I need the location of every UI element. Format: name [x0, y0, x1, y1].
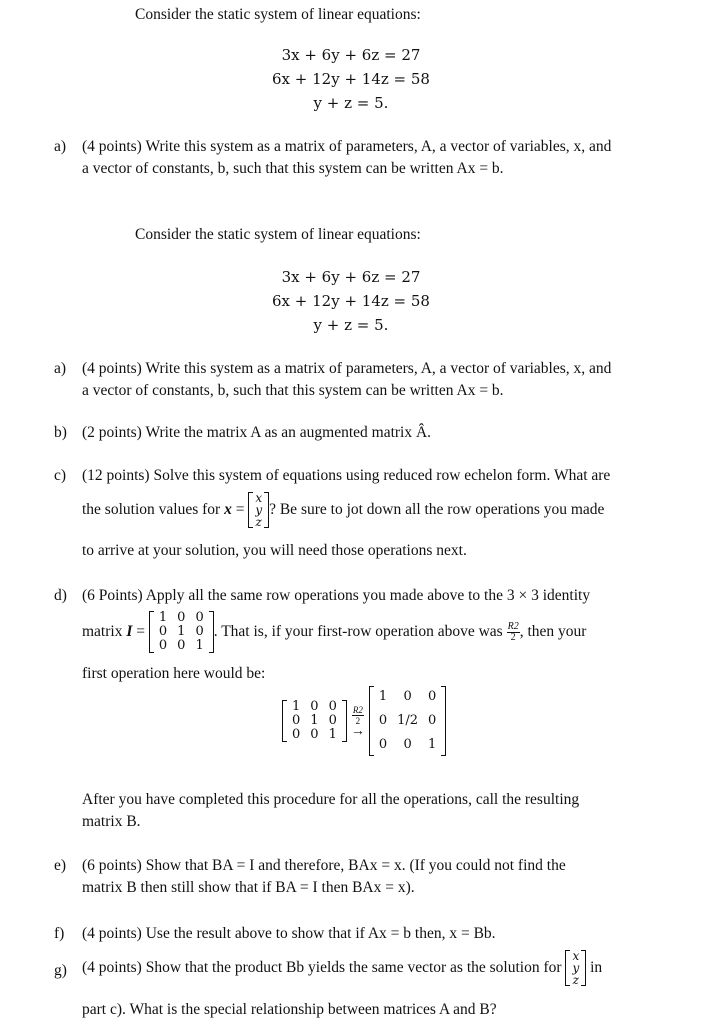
- part-b-text: (2 points) Write the matrix A as an augmented matrix Â.: [82, 424, 432, 441]
- matrix-cell: 0: [292, 727, 301, 742]
- part-e-line2: matrix B then still show that if BA = I then BAx = x).: [82, 879, 415, 896]
- matrix-cell: 0: [310, 699, 319, 714]
- part-d-line3: first operation here would be:: [82, 665, 266, 682]
- equals-sign: =: [136, 623, 146, 640]
- identity-matrix: [149, 611, 214, 653]
- row-op-fraction: [507, 622, 520, 643]
- matrix-cell: 0: [158, 638, 168, 654]
- vector-entry: x: [255, 491, 263, 506]
- vector-entry: y: [572, 961, 580, 976]
- equation-1-repeat: 3x + 6y + 6z = 27: [281, 268, 421, 286]
- matrix-cell: 0: [158, 624, 168, 640]
- part-f-label: f): [54, 925, 65, 942]
- part-d-label: d): [54, 587, 67, 604]
- xyz-vector-g: [565, 950, 586, 986]
- equation-3: y + z = 5.: [313, 94, 389, 112]
- equation-1: 3x + 6y + 6z = 27: [281, 46, 421, 64]
- matrix-cell: 1: [177, 624, 186, 640]
- part-c-line1: (12 points) Solve this system of equations using reduced row echelon form. What are: [82, 467, 611, 484]
- matrix-cell: 0: [378, 737, 388, 752]
- matrix-cell: 1: [310, 713, 319, 728]
- row-op-num: R2: [507, 620, 519, 632]
- matrix-cell: 0: [292, 713, 301, 728]
- part-d-line2: [82, 607, 586, 657]
- equation-3-repeat: y + z = 5.: [313, 316, 389, 334]
- part-d-after1: After you have completed this procedure for all the operations, call the resulting: [82, 791, 580, 808]
- identity-symbol: I: [126, 623, 133, 640]
- matrix-cell: 0: [428, 689, 437, 704]
- matrix-cell: 0: [177, 638, 186, 654]
- part-a-line1: (4 points) Write this system as a matrix of parameters, A, a vector of variables, x, and: [82, 138, 612, 155]
- matrix-cell: 0: [195, 610, 204, 626]
- part-g-line1: [82, 946, 602, 990]
- equation-2-repeat: 6x + 12y + 14z = 58: [272, 292, 430, 310]
- matrix-cell: 0: [328, 699, 337, 714]
- matrix-cell: 0: [378, 713, 388, 728]
- row-op-num: R2: [352, 704, 363, 715]
- result-matrix: [369, 686, 446, 756]
- equals-sign: =: [235, 501, 245, 518]
- matrix-cell: 1: [292, 699, 301, 714]
- matrix-cell: 0: [310, 727, 319, 742]
- vector-entry: z: [572, 973, 579, 988]
- row-op-den: 2: [510, 631, 516, 643]
- part-a-label-repeat: a): [54, 360, 67, 377]
- matrix-cell: 0: [428, 713, 437, 728]
- part-c-line2-pre: the solution values for: [82, 501, 221, 518]
- row-operation-display: [282, 686, 446, 756]
- matrix-cell: 1: [328, 727, 337, 742]
- matrix-cell: 0: [195, 624, 204, 640]
- equation-2: 6x + 12y + 14z = 58: [272, 70, 430, 88]
- part-c-line3: to arrive at your solution, you will need those operations next.: [82, 542, 467, 559]
- part-d-line1: (6 Points) Apply all the same row operations you made above to the 3 × 3 identity: [82, 587, 591, 604]
- part-d-line2-pre: matrix: [82, 623, 123, 640]
- part-a-label: a): [54, 138, 67, 155]
- row-op-den: 2: [355, 715, 361, 726]
- matrix-cell: 1: [428, 737, 437, 752]
- part-c-label: c): [54, 467, 67, 484]
- matrix-cell: 1/2: [397, 713, 419, 728]
- part-c-line2: [82, 488, 604, 532]
- part-e-label: e): [54, 857, 67, 874]
- part-g-label: g): [54, 962, 67, 979]
- var-x-symbol: x: [224, 501, 232, 518]
- matrix-cell: 1: [158, 610, 168, 626]
- part-e-line1: (6 points) Show that BA = I and therefore, BAx = x. (If you could not find the: [82, 857, 566, 874]
- intro-text-1: Consider the static system of linear equations:: [135, 6, 421, 23]
- part-b-label: b): [54, 424, 67, 441]
- part-a-line1-repeat: (4 points) Write this system as a matrix of parameters, A, a vector of variables, x, and: [82, 360, 612, 377]
- matrix-cell: 0: [328, 713, 337, 728]
- matrix-cell: 0: [177, 610, 186, 626]
- row-op-arrow: [351, 705, 365, 738]
- part-d-line2-mid: . That is, if your first-row operation above was: [213, 623, 503, 640]
- matrix-cell: 0: [403, 689, 412, 704]
- vector-entry: z: [255, 515, 262, 530]
- part-g-line2: part c). What is the special relationship between matrices A and B?: [82, 1001, 497, 1018]
- part-d-after2: matrix B.: [82, 813, 141, 830]
- vector-entry: x: [572, 949, 580, 964]
- right-arrow-icon: →: [350, 723, 365, 739]
- matrix-cell: 1: [378, 689, 388, 704]
- part-c-line2-post: ? Be sure to jot down all the row operations you made: [269, 501, 605, 518]
- xyz-vector: [248, 492, 269, 528]
- part-d-line2-post: , then your: [519, 623, 587, 640]
- part-a-line2: a vector of constants, b, such that this system can be written Ax = b.: [82, 160, 504, 177]
- vector-entry: y: [255, 503, 263, 518]
- part-a-line2-repeat: a vector of constants, b, such that this system can be written Ax = b.: [82, 382, 504, 399]
- part-g-line1-post: in: [590, 959, 603, 976]
- part-g-line1-pre: (4 points) Show that the product Bb yields the same vector as the solution for: [82, 959, 562, 976]
- matrix-cell: 0: [403, 737, 412, 752]
- matrix-cell: 1: [195, 638, 204, 654]
- part-f-text: (4 points) Use the result above to show that if Ax = b then, x = Bb.: [82, 925, 496, 942]
- identity-matrix-before: [282, 700, 347, 742]
- intro-text-2: Consider the static system of linear equations:: [135, 226, 421, 243]
